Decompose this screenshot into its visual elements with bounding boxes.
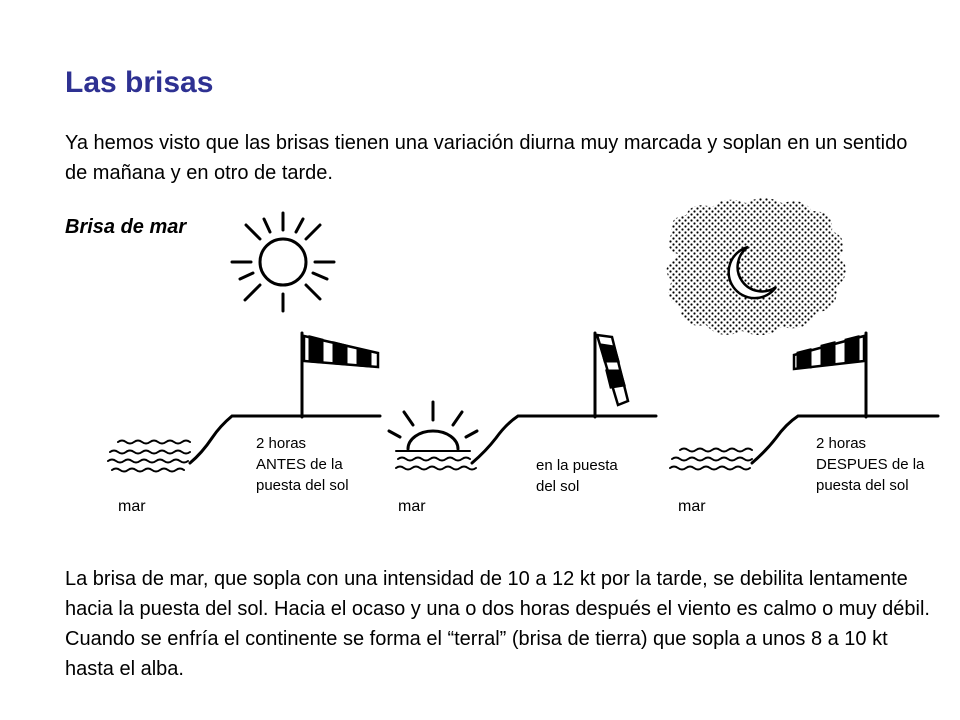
sea-label-2: mar [398, 498, 426, 515]
sea-label-1: mar [118, 498, 146, 515]
section-heading: Brisa de mar [65, 216, 187, 238]
panel-2-drawing [389, 333, 656, 470]
intro-paragraph: Ya hemos visto que las brisas tienen una variación diurna muy marcada y soplan en un sentido de mañana y en otro de tarde. [65, 132, 908, 184]
setting-sun-icon [389, 402, 477, 449]
sea-label-3: mar [678, 498, 706, 515]
time-label-3: 2 horas DESPUES de la puesta del sol [816, 435, 925, 494]
windsock-icon [597, 335, 628, 405]
sun-icon [232, 213, 334, 311]
windsock-icon [304, 336, 378, 367]
sea-waves [670, 449, 752, 470]
panel-3-drawing [667, 198, 938, 470]
cloud-shape [667, 198, 847, 335]
sea-waves [108, 441, 190, 472]
sea-waves [396, 451, 476, 470]
time-label-2: en la puesta del sol [536, 457, 618, 495]
time-label-1: 2 horas ANTES de la puesta del sol [256, 435, 349, 494]
windsock-icon [794, 336, 864, 369]
page-title: Las brisas [65, 66, 214, 99]
closing-paragraph: La brisa de mar, que sopla con una intensidad de 10 a 12 kt por la tarde, se debilita lentamente hacia la puesta del sol. Hacia el ocaso y una o dos horas después el viento es calmo o muy débil. Cuando se enfría el continente se forma el “terral” (brisa de tierra) que sopla a unos 8 a 10 kt hasta el alba. [65, 568, 930, 680]
